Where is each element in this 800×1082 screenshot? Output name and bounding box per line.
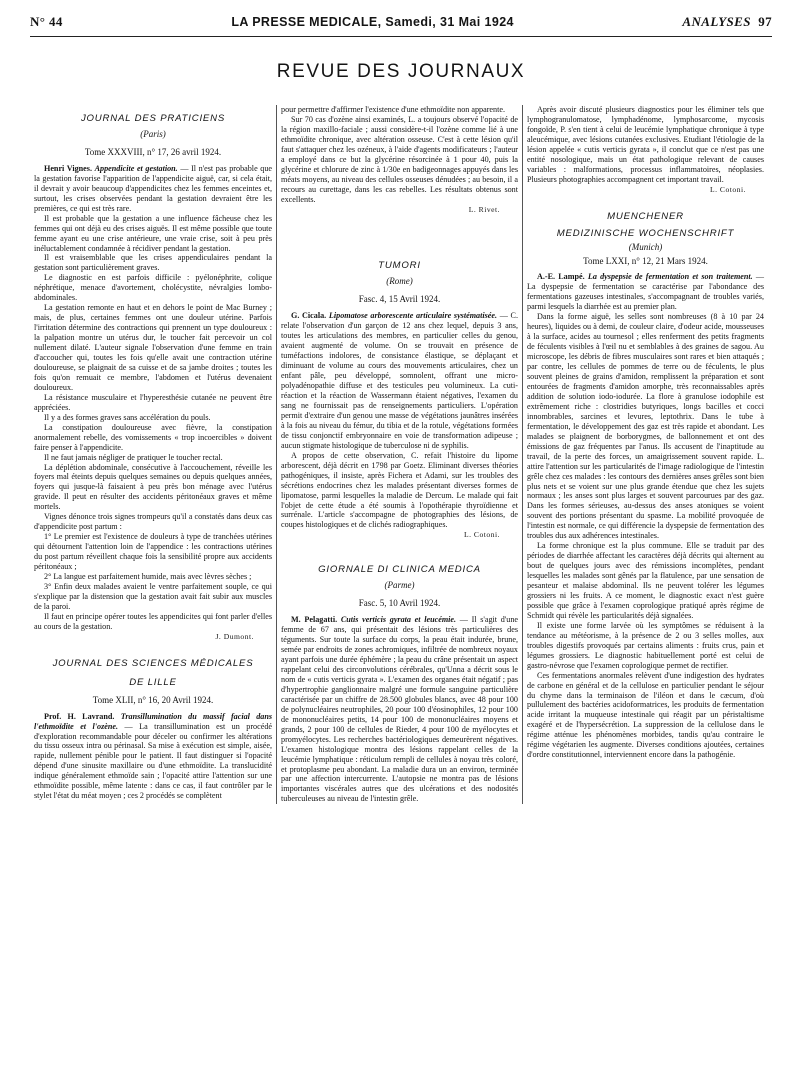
article-author: Henri Vignes.	[44, 163, 92, 173]
journal-name: JOURNAL DES SCIENCES MÉDICALES	[52, 657, 254, 669]
text-columns	[30, 105, 772, 804]
article-signature: L. Cotoni.	[709, 184, 746, 194]
article-paragraph: La constipation douloureuse avec fièvre, la constipation anormalement rebelle, des vomissements « trop incoercibles » doivent faire penser à l'appendicite.	[34, 422, 272, 452]
journal-issue: Tome LXXI, n° 12, 21 Mars 1924.	[583, 255, 708, 266]
article-text: — La transillumination est un procédé d'exploration recommandable pour déceler ou confirmer les altérations du tissu osseux intra ou périnasal. Sa mise à exécution est simple, aisée, rapide, nullement pénible pour le patient. Il faut distinguer si l'opacité dépend d'une sinusite maxillaire ou d'une ethmoïdite. La translucidité indique généralement ethmoïde sain ; l'opacité attire l'attention sur une ethmoïdite possible, même latente : dans ce cas, il faut contrôler par le stylet l'état du méat moyen ; ces 2 procédés se complètent	[34, 721, 272, 801]
article-title: Transillumination du massif facial dans l'ethmoïdite et l'ozène.	[34, 711, 273, 731]
journal-city: (Paris)	[140, 129, 166, 139]
article-title: Lipomatose arborescente articulaire systématisée.	[328, 311, 498, 321]
journal-issue: Tome XXXVIII, n° 17, 26 avril 1924.	[84, 146, 222, 157]
article-paragraph: Il ne faut jamais négliger de pratiquer le toucher rectal.	[44, 452, 223, 462]
article-paragraph: Ces fermentations anormales relèvent d'une indigestion des hydrates de carbone en général et de la cellulose en particulier pendant le séjour du chyme dans la terminaison de l'iléon et dans le cæcum, d'où pullulement des bactéries acidoformatrices, les produits de fermentation acide irritant la muqueuse intestinale qui réagit par un péristaltisme exagéré et de l'hypersécrétion. La suppression de la cellulose dans le régime atténue les phénomènes morbides, tandis qu'au contraire le régime végétarien les augmente. Diverses conditions ajoutées, certaines d'ordre constitutionnel, interviennent encore dans la pathogénie.	[527, 670, 764, 760]
article-paragraph: La résistance musculaire et l'hyperesthésie cutanée ne peuvent être appréciées.	[34, 392, 272, 412]
article-paragraph	[281, 615, 518, 804]
journal-issue: Tome XLII, n° 16, 20 Avril 1924.	[92, 694, 214, 705]
journal-city: (Rome)	[386, 276, 413, 287]
article-author: M. Pelagatti.	[291, 615, 338, 625]
article-author: G. Cicala.	[291, 311, 327, 321]
page-header	[30, 14, 772, 30]
article-paragraph: Il y a des formes graves sans accélération du pouls.	[44, 412, 211, 422]
journal-name-line2: DE LILLE	[129, 676, 177, 688]
article-paragraph: La forme chronique est la plus commune. Elle se traduit par des périodes de diarrhée affectant les caractères déjà décrits qui alternent au bout de quelques jours avec des rémissions incomplètes, pendant lesquelles les malades sont gênés par la flatulence, par une sensation de pesanteur et malaise abdominal. Ils ne peuvent tolérer les légumes grossiers ni les fruits. A ce moment, le diagnostic exact n'est guère possible que grâce à l'examen coprologique pratiqué après régime de Schmidt qui révèle les particularités déjà signalées.	[527, 541, 764, 620]
article-signature: L. Rivet.	[468, 204, 500, 214]
article-paragraph: Il existe une forme larvée où les symptômes se réduisent à la tendance au météorisme, à la présence de 2 ou 3 selles molles, aux troubles digestifs provoqués par certains aliments : fruits crus, pain et légumes grossiers. Le diagnostic habituellement porté est celui de gastro-névrose que l'examen coprologique permet de rectifier.	[527, 620, 764, 670]
journal-name: TUMORI	[378, 260, 421, 272]
column-2	[276, 105, 522, 804]
page-number: 97	[758, 14, 772, 29]
journal-name: JOURNAL DES PRATICIENS	[80, 113, 226, 124]
article-title: Cutis verticis gyrata et leucémie.	[340, 615, 457, 625]
article-paragraph	[527, 272, 764, 312]
article-paragraph: La déplétion abdominale, consécutive à l'accouchement, réveille les foyers mal éteints depuis quelques semaines ou depuis quelques années, foyers qui jusque-là faisaient à peu près bon ménage avec l'utérus gravide. Il peut en résulter des accidents péritonéaux graves et même mortels.	[34, 462, 272, 512]
article-paragraph	[34, 164, 272, 214]
journal-title-date: LA PRESSE MEDICALE, Samedi, 31 Mai 1924	[231, 15, 514, 29]
journal-issue: Fasc. 5, 10 Avril 1924.	[358, 598, 441, 609]
article-paragraph: Vignes dénonce trois signes trompeurs qu'il a constatés dans deux cas d'appendicite post partum :	[34, 512, 272, 532]
journal-issue: Fasc. 4, 15 Avril 1924.	[358, 294, 441, 305]
journal-name: MUENCHENER	[607, 210, 684, 222]
article-paragraph: Le diagnostic en est parfois difficile : pyélonéphrite, colique néphrétique, menace d'avortement, cholécystite, névralgies lombo-abdominales.	[34, 273, 272, 303]
journal-city: (Munich)	[628, 241, 663, 252]
article-text: — Il s'agit d'une femme de 67 ans, qui présentait des lésions très particulières des téguments. Sur toute la surface du corps, la peau était indurée, brune, semée par endroits de zones achromiques, infiltrée de nombreux noyaux ayant parfois une durée éphémère ; la peau du crâne présentait un aspect rappelant celui des circonvolutions cérébrales, qu'Unna a décrit sous le nom de « cutis verticis gyrata ». L'examen des organes était négatif ; pas d'hypertrophie ganglionnaire malgré une formule sanguine particulière caractérisée par un chiffre de 28.500 globules blancs, avec 48 pour 100 de polynucléaires neutrophiles, 20 pour 100 d'éosinophiles, 12 pour 100 de mononucléaires petits, 14 pour 100 de mononucléaires moyens et grands, 2 pour 100 de cellules de Rieder, 4 pour 100 de myélocytes et promyélocytes. Les recherches bactériologiques demeurèrent négatives. L'examen histologique montra des lésions rappelant celles de la leucémie lymphatique : réticulum rempli de cellules à noyau très coloré, et protoplasme peu abondant. La maladie dura un an environ, terminée par une affection intercurrente. L'autopsie ne montra pas de lésions importantes viscérales autres que des ulcérations et des nodosités tuberculeuses au niveau de l'intestin grêle.	[281, 615, 519, 804]
article-paragraph: 3° Enfin deux malades avaient le ventre parfaitement souple, ce qui s'explique par la distension que la gestation avait fait subir aux muscles de la paroi.	[34, 581, 272, 611]
journal-name-line2: MEDIZINISCHE WOCHENSCHRIFT	[556, 227, 735, 239]
article-paragraph: pour permettre d'affirmer l'existence d'une ethmoïdite non apparente.	[281, 105, 505, 114]
article-paragraph: Il est probable que la gestation a une influence fâcheuse chez les femmes qui ont déjà eu des crises aiguës. Il est même possible que toute femme ayant eu une crise antérieure, une vraie crise, soit à peu près inéluctablement condamnée à récidiver pendant la gestation.	[34, 213, 272, 253]
article-title: Appendicite et gestation.	[94, 163, 178, 173]
article-text: — C. relate l'observation d'un garçon de 12 ans chez lequel, depuis 3 ans, toutes les articulations des membres, en particulier celles du genou, avaient augmenté de volume. On se trouvait en présence de tuméfactions indolores, de consistance élastique, se déplaçant et diminuant de volume au cours des mouvements articulaires, chez un enfant pâle, peu développé, somnolent, offrant une micro-polyadénopathie diffuse et des testicules peu volumineux. La cuti-réaction et la réaction de Wassermann étaient négatives, l'examen du sang ne fournissait pas de renseignements particuliers. L'opération permit d'extraire d'un genou une masse de végétations jaunâtres insérées à la fois au niveau du fémur, du tibia et de la rotule, végétations formées de tissu conjonctif embryonnaire en voie de transformation adipeuse ; aucun stigmate histologique de tuberculose ni de syphilis.	[281, 311, 518, 450]
article-author: Prof. H. Lavrand.	[44, 711, 115, 721]
column-1	[30, 105, 276, 804]
section-title: REVUE DES JOURNAUX	[276, 61, 526, 82]
article-paragraph: Sur 70 cas d'ozène ainsi examinés, L. a toujours observé l'opacité de la région maxillo-faciale ; aussi considère-t-il l'ozène comme lié à une ethmoïdite chronique, avec altération osseuse. C'est à cette lésion qu'il faut s'attaquer chez les ozéneux, à l'aide d'agents modificateurs ; l'auteur a employé dans ce but la glycérine résorcinée à 1 pour 40, puis la glycérine et chlorure de zinc à 1/30e en badigeonnages appuyés dans les méats moyens, au niveau des cellules osseuses dénudées ; au besoin, il a recours au curettage, dans les cas rebelles. Les résultats obtenus sont excellents.	[281, 114, 518, 204]
header-rule	[30, 36, 772, 37]
article-paragraph: Il est vraisemblable que les crises appendiculaires pendant la gestation sont particulièrement graves.	[34, 253, 272, 273]
article-paragraph: A propos de cette observation, C. refait l'histoire du lipome arborescent, déjà décrit en 1798 par Goetz. Eliminant diverses théories pathogéniques, il insiste, après Fichera et Adami, sur les troubles des sécrétions endocrines chez les malades présentant diverses formes de lipomatose, parmi lesquelles la maladie de Dercum. Le malade qui fait l'objet de cette étude a été soumis à l'opothérapie thyroïdienne et surrénale. L'article s'accompagne de photographies des lésions, de coupes histologiques et de clichés radiographiques.	[281, 450, 518, 530]
section-label: ANALYSES	[682, 14, 751, 29]
article-title: La dyspepsie de fermentation et son traitement.	[587, 272, 753, 282]
journal-city: (Parme)	[384, 580, 415, 591]
article-signature: J. Dumont.	[215, 631, 254, 641]
article-paragraph	[281, 311, 518, 450]
article-author: A.-E. Lampé.	[537, 272, 585, 282]
article-signature: L. Cotoni.	[463, 530, 500, 540]
article-text: — La dyspepsie de fermentation se caractérise par l'abondance des fermentations gazeuses intestinales, s'accompagnant de troubles variés, parmi lesquels la diarrhée est au premier plan.	[527, 272, 765, 312]
article-paragraph: Dans la forme aiguë, les selles sont nombreuses (8 à 10 par 24 heures), liquides ou à demi, de couleur claire, d'odeur acide, mousseuses à la surface, acides au tournesol ; elles renferment des petits fragments de féculents visibles à l'œil nu et semblables à des graines de sagou. Au microscope, les débris de fibres musculaires sont rares et bien attaqués ; par contre, les cellules de pommes de terre ou de féculents, le plus souvent pleines de grains d'amidon, remplissent la préparation et sont entourées de fragments d'amidon amorphe, très reconnaissables après addition de solution iodo-iodurée. La flore à granulose iodophile est extrêmement riche : clostridies butyriques, longs bacilles et cocci innombrables, sarcines et levures, leptothrix. Dans le tube à fermentation, le développement des gaz est très rapide et abondant. Les malades se plaignent de borborygmes, de ballonnement et ont des émissions de gaz fréquentes par l'anus. Ils accusent de l'inaptitude au travail, de la perte des forces, un amaigrissement souvent rapide. L. attire l'attention sur les particularités de l'image radiologique de l'intestin grêle chez ces malades : les contours des dernières anses grêles sont bien plus nets et se voient sur une plus grande étendue que chez les sujets normaux ; les anses sont plus larges et souvent parcourues par des gaz. Dans les formes sérieuses, au-dessus des anses atoniques se voient souvent des portions présentant du spasme. La mobilité provoquée de l'intestin est normale, ce qui différencie la dyspepsie de fermentation des troubles dus aux adhérences intestinales.	[527, 312, 764, 541]
article-paragraph: 2° La langue est parfaitement humide, mais avec lèvres sèches ;	[44, 571, 252, 581]
section-page	[682, 14, 772, 30]
article-paragraph: Après avoir discuté plusieurs diagnostics pour les éliminer tels que lymphogranulomatose, lymphadénome, lymphosarcome, mycosis fongoïde, P. s'en tient à celui de leucémie lymphatique chronique à type aleucémique, avec lésions cutanées exclusives. Etudiant l'étiologie de la lésion appelée « cutis verticis gyrata », il conclut que ce n'est pas une entité nosologique, mais un état pathologique relevant de causes variables : malformations, processus inflammatoires, néoplasies. Plusieurs photographies accompagnent cet important travail.	[527, 105, 764, 184]
article-paragraph	[34, 712, 272, 802]
article-paragraph: 1° Le premier est l'existence de douleurs à type de tranchées utérines qui détournent l'attention loin de l'appendice : les contractions utérines du post partum réveillent chaque fois la sensibilité propre aux accidents péritonéaux ;	[34, 532, 272, 572]
article-text: — Il n'est pas probable que la gestation favorise l'apparition de l'appendicite aiguë, car, si cela était, il devrait y avoir beaucoup d'appendicites chez les femmes enceintes et, surtout, les crises observées pendant la gestation devraient être les premières, ce qui est très rare.	[34, 163, 273, 213]
journal-name: GIORNALE DI CLINICA MEDICA	[318, 564, 481, 576]
column-3	[522, 105, 768, 804]
issue-number: N° 44	[30, 14, 63, 29]
article-paragraph: Il faut en principe opérer toutes les appendicites qui font parler d'elles au cours de la gestation.	[34, 611, 272, 631]
article-paragraph: La gestation remonte en haut et en dehors le point de Mac Burney ; mais, de plus, certaines femmes ont une douleur utérine. Parfois l'irritation détermine des contractions qui prennent un type douloureux : la palpation montre un utérus dur, le toucher fait percevoir un col nullement dilaté. L'auteur signale l'observation d'une femme en train d'accoucher qui, toutes les fois qu'elle avait une contraction utérine douloureuse, se plaignait de sa cuisse et de sa jambe droites ; toutes les fois qu'on remuait ce membre, l'abdomen et l'utérus devenaient douloureux.	[34, 303, 272, 392]
